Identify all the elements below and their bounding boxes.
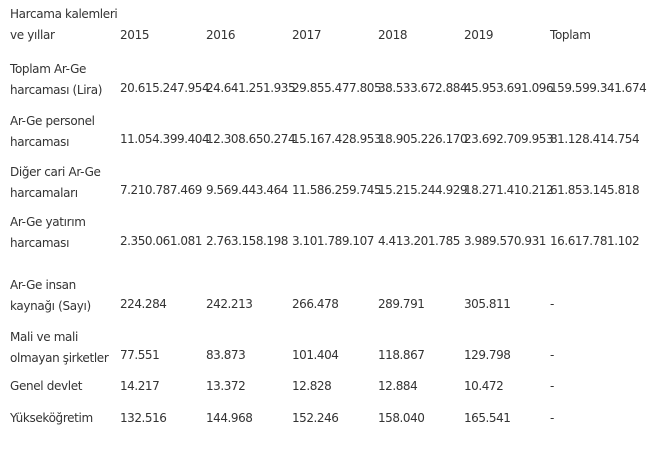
row-label-line2: harcaması (10, 236, 70, 250)
row-label-line2: harcaması (Lira) (10, 83, 103, 97)
row-label-line1: Toplam Ar-Ge (10, 62, 87, 76)
cell-total: - (550, 297, 554, 311)
cell-value: 11.054.399.404 (120, 132, 210, 146)
cell-total: - (550, 411, 554, 425)
cell-value: 2.350.061.081 (120, 234, 202, 248)
row-label-line1: Ar-Ge yatırım (10, 215, 86, 229)
header-label-line1: Harcama kalemleri (10, 7, 118, 21)
cell-value: 12.308.650.274 (206, 132, 296, 146)
row-label-line1: Ar-Ge personel (10, 114, 95, 128)
cell-value: 266.478 (292, 297, 339, 311)
header-year-2019: 2019 (464, 28, 494, 42)
row-label-line1: Genel devlet (10, 379, 83, 393)
cell-value: 18.271.410.212 (464, 183, 554, 197)
row-label-line1: Ar-Ge insan (10, 278, 76, 292)
cell-value: 24.641.251.935 (206, 81, 296, 95)
cell-value: 15.167.428.953 (292, 132, 382, 146)
cell-value: 242.213 (206, 297, 253, 311)
row-label-line1: Diğer cari Ar-Ge (10, 165, 101, 179)
cell-value: 83.873 (206, 348, 246, 362)
cell-value: 10.472 (464, 379, 504, 393)
row-label-line2: harcamaları (10, 186, 78, 200)
cell-value: 12.884 (378, 379, 418, 393)
header-total: Toplam (550, 28, 591, 42)
cell-value: 132.516 (120, 411, 167, 425)
cell-value: 224.284 (120, 297, 167, 311)
cell-total: 81.128.414.754 (550, 132, 640, 146)
row-label (10, 275, 120, 317)
cell-value: 11.586.259.745 (292, 183, 382, 197)
cell-total: 61.853.145.818 (550, 183, 640, 197)
header-label (10, 4, 120, 46)
cell-value: 144.968 (206, 411, 253, 425)
cell-value: 9.569.443.464 (206, 183, 288, 197)
cell-total: 159.599.341.674 (550, 81, 647, 95)
cell-total: - (550, 348, 554, 362)
row-label (10, 162, 120, 204)
cell-value: 129.798 (464, 348, 511, 362)
row-label-line2: kaynağı (Sayı) (10, 299, 91, 313)
cell-value: 289.791 (378, 297, 425, 311)
row-label-line1: Mali ve mali (10, 330, 78, 344)
cell-value: 14.217 (120, 379, 160, 393)
cell-total: 16.617.781.102 (550, 234, 640, 248)
cell-value: 2.763.158.198 (206, 234, 288, 248)
row-label (10, 376, 120, 397)
cell-value: 38.533.672.884 (378, 81, 468, 95)
row-label (10, 111, 120, 153)
row-label (10, 408, 120, 429)
row-label-line2: olmayan şirketler (10, 351, 109, 365)
cell-value: 45.953.691.096 (464, 81, 554, 95)
header-label-line2: ve yıllar (10, 28, 55, 42)
cell-value: 18.905.226.170 (378, 132, 468, 146)
cell-value: 118.867 (378, 348, 425, 362)
cell-value: 15.215.244.929 (378, 183, 468, 197)
row-label (10, 327, 120, 369)
cell-value: 158.040 (378, 411, 425, 425)
row-label-line2: harcaması (10, 135, 70, 149)
row-label (10, 59, 120, 101)
cell-value: 77.551 (120, 348, 160, 362)
cell-value: 29.855.477.805 (292, 81, 382, 95)
header-year-2015: 2015 (120, 28, 150, 42)
header-year-2017: 2017 (292, 28, 322, 42)
cell-value: 101.404 (292, 348, 339, 362)
cell-value: 305.811 (464, 297, 511, 311)
cell-total: - (550, 379, 554, 393)
cell-value: 13.372 (206, 379, 246, 393)
cell-value: 152.246 (292, 411, 339, 425)
cell-value: 165.541 (464, 411, 511, 425)
cell-value: 12.828 (292, 379, 332, 393)
cell-value: 20.615.247.954 (120, 81, 210, 95)
header-year-2016: 2016 (206, 28, 236, 42)
row-label-line1: Yükseköğretim (10, 411, 93, 425)
cell-value: 23.692.709.953 (464, 132, 554, 146)
header-year-2018: 2018 (378, 28, 408, 42)
cell-value: 7.210.787.469 (120, 183, 202, 197)
cell-value: 3.989.570.931 (464, 234, 546, 248)
row-label (10, 212, 120, 254)
cell-value: 3.101.789.107 (292, 234, 374, 248)
cell-value: 4.413.201.785 (378, 234, 460, 248)
